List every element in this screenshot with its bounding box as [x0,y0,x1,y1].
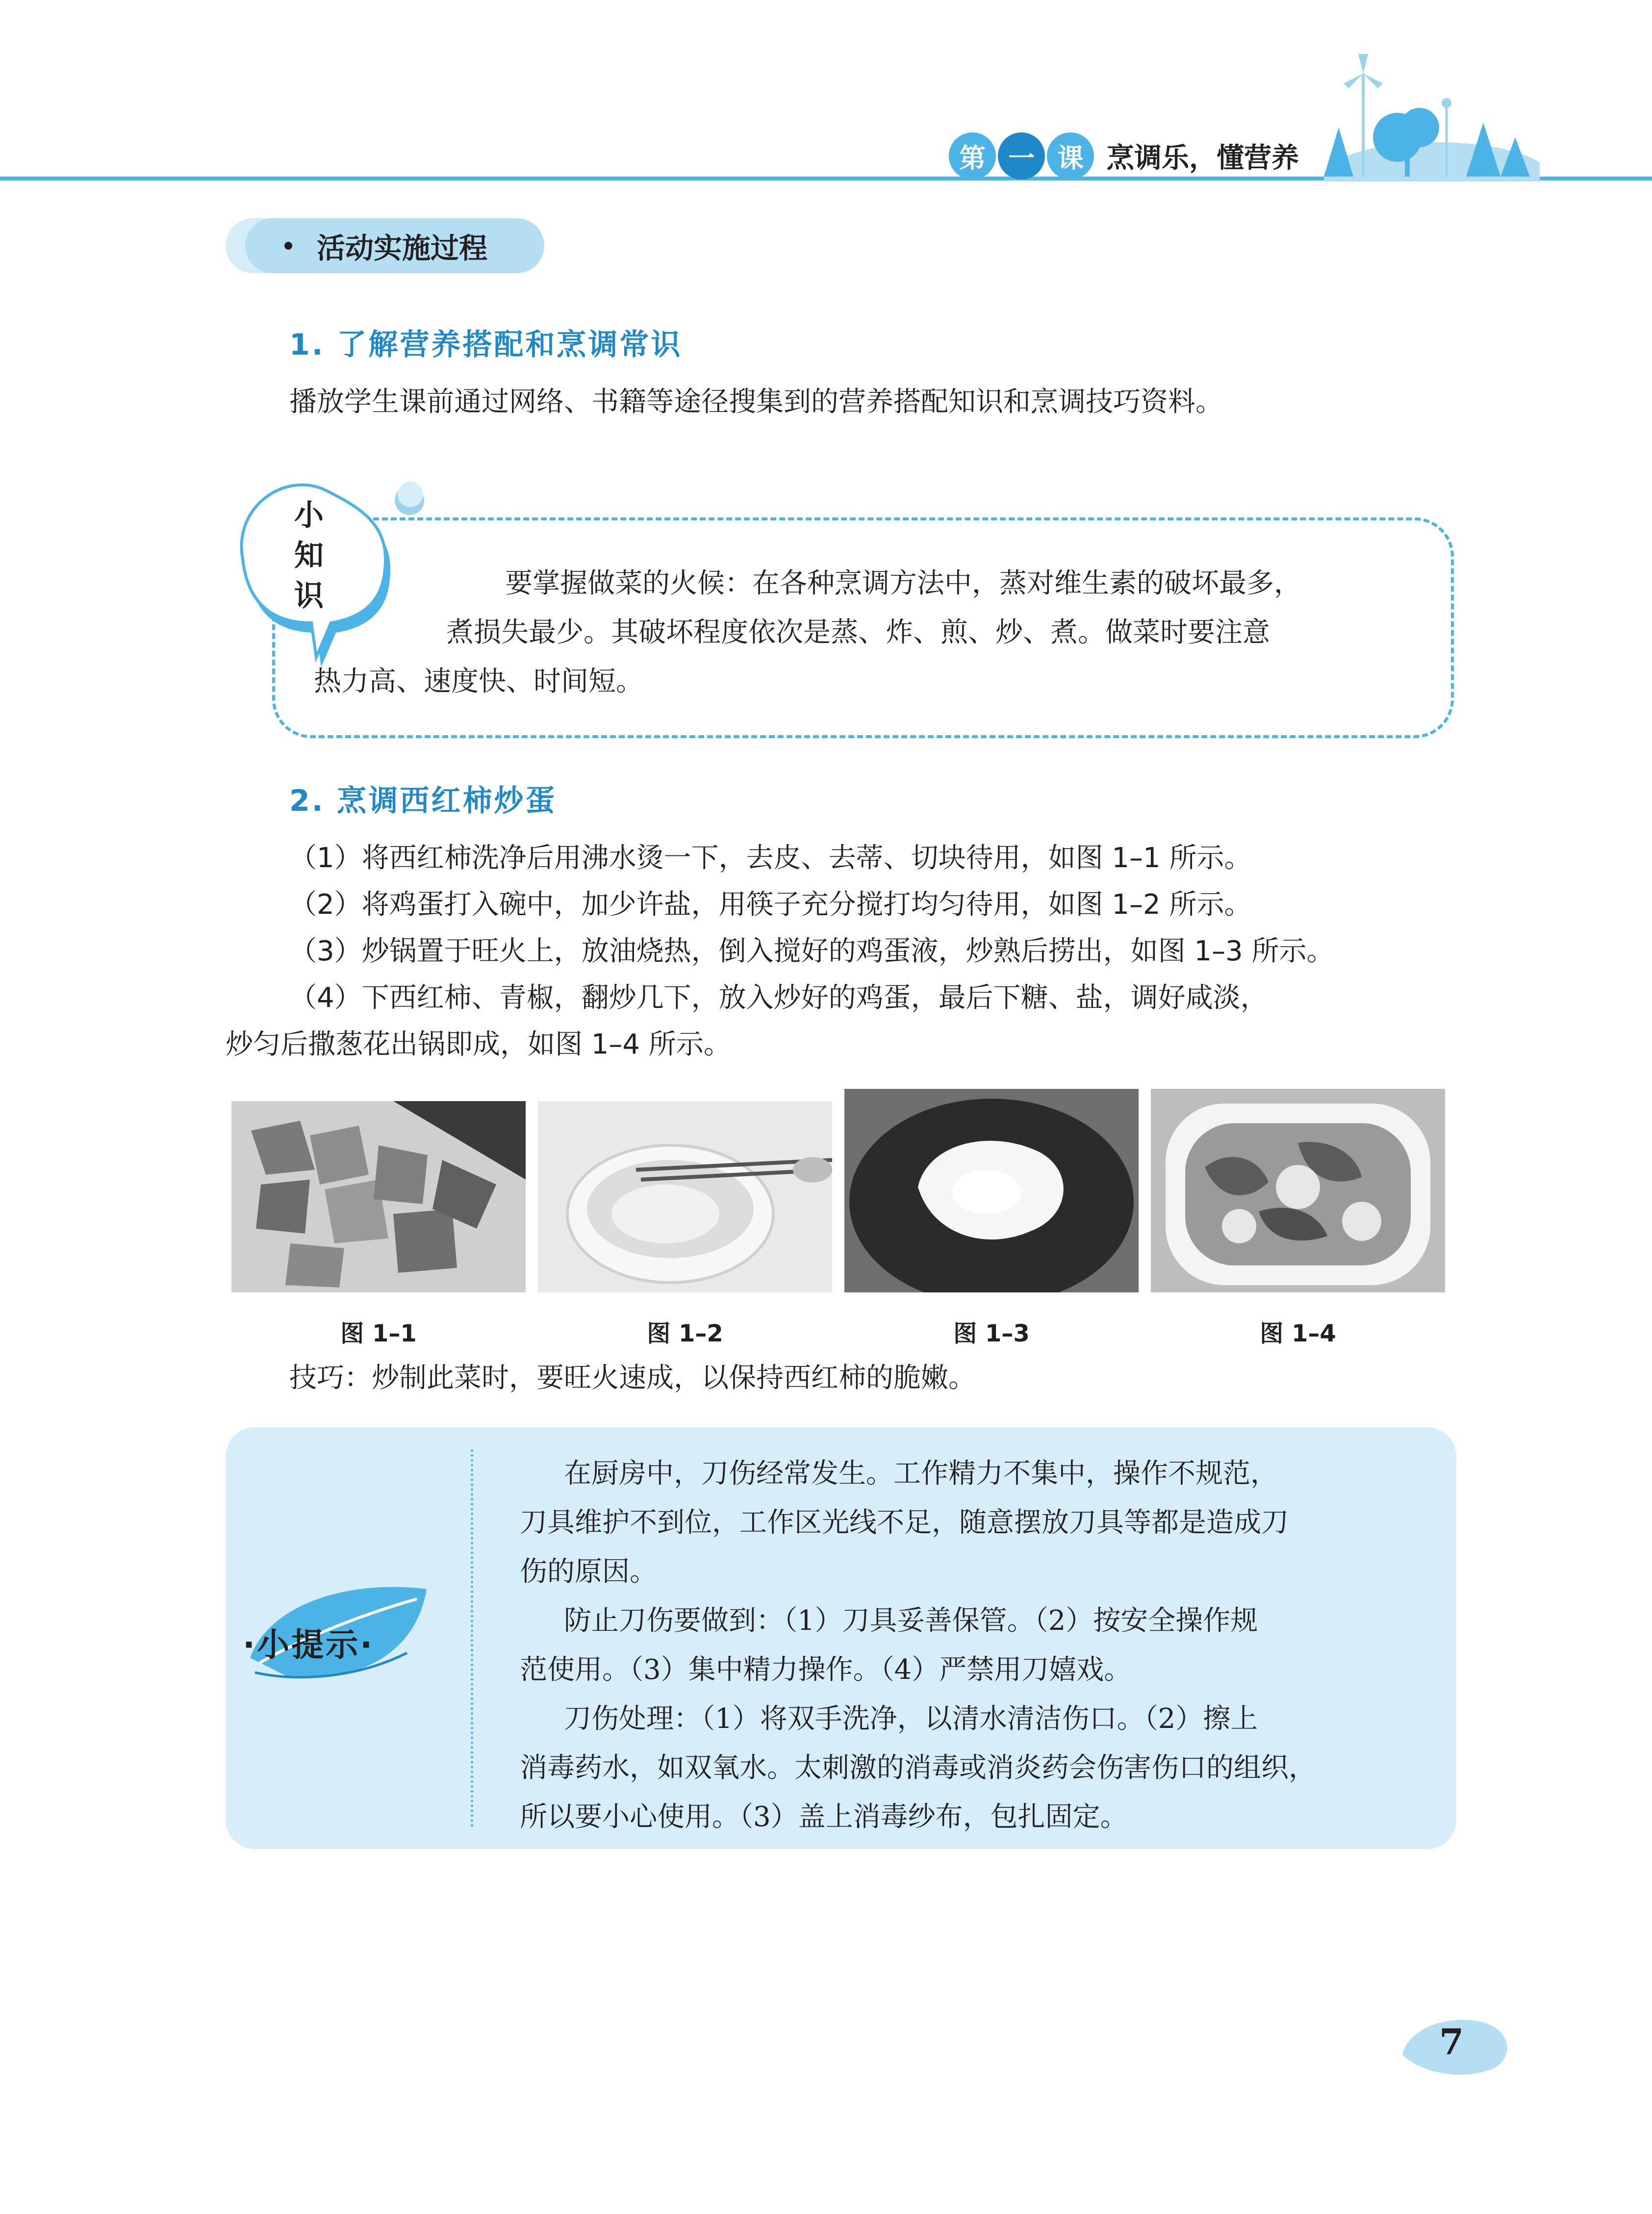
lesson-char-3: 课 [1047,132,1094,180]
step-3: （3）炒锅置于旺火上，放油烧热，倒入搅好的鸡蛋液，炒熟后捞出，如图 1–3 所示。 [289,935,1334,967]
step-4: （4）下西红柿、青椒，翻炒几下，放入炒好的鸡蛋，最后下糖、盐，调好咸淡， [289,982,1268,1014]
bullet-dot-icon [284,242,292,250]
figure-caption-4: 图 1–4 [1260,1320,1336,1347]
tip-line-8: 所以要小心使用。（3）盖上消毒纱布，包扎固定。 [520,1801,1128,1833]
step-2: （2）将鸡蛋打入碗中，加少许盐，用筷子充分搅打均匀待用，如图 1–2 所示。 [289,889,1252,921]
knowledge-badge-char: 识 [294,579,324,613]
tip-divider [471,1449,473,1827]
activity-tab-label: 活动实施过程 [317,232,488,265]
egg-in-wok-photo [844,1089,1139,1292]
beaten-egg-bowl-photo [538,1101,832,1292]
step-1: （1）将西红柿洗净后用沸水烫一下，去皮、去蒂、切块待用，如图 1–1 所示。 [289,842,1252,874]
knowledge-badge-label [289,495,329,616]
lesson-title: 烹调乐，懂营养 [1107,142,1299,174]
tip-line-2: 刀具维护不到位，工作区光线不足，随意摆放刀具等都是造成刀 [520,1507,1289,1539]
section1-body: 播放学生课前通过网络、书籍等途径搜集到的营养搭配知识和烹调技巧资料。 [289,386,1223,418]
tip-line-5: 范使用。（3）集中精力操作。（4）严禁用刀嬉戏。 [520,1654,1132,1686]
landscape-decoration-icon [1304,54,1540,181]
cooking-tip: 技巧：炒制此菜时，要旺火速成，以保持西红柿的脆嫩。 [289,1362,976,1394]
knowledge-line-2: 煮损失最少。其破坏程度依次是蒸、炸、煎、炒、煮。做菜时要注意 [446,617,1270,648]
tip-line-3: 伤的原因。 [520,1556,657,1588]
tip-line-6: 刀伤处理：（1）将双手洗净，以清水清洁伤口。（2）擦上 [564,1703,1258,1735]
knowledge-line-3: 热力高、速度快、时间短。 [314,666,643,697]
knowledge-badge-char: 知 [294,539,324,573]
figure-caption-1: 图 1–1 [340,1320,417,1347]
section1-heading: 1. 了解营养搭配和烹调常识 [289,328,683,362]
figure-caption-2: 图 1–2 [647,1320,723,1347]
tip-line-4: 防止刀伤要做到：（1）刀具妥善保管。（2）按安全操作规 [564,1605,1258,1637]
page-number: 7 [1439,2021,1464,2062]
step-4-continued: 炒匀后撒葱花出锅即成，如图 1–4 所示。 [226,1029,731,1060]
knowledge-badge-char: 小 [294,498,324,533]
tip-line-1: 在厨房中，刀伤经常发生。工作精力不集中，操作不规范， [564,1458,1278,1490]
knowledge-line-1: 要掌握做菜的火候：在各种烹调方法中，蒸对维生素的破坏最多， [505,567,1301,599]
lesson-header [949,136,1299,176]
lesson-char-1: 第 [949,132,996,180]
tip-badge-label: ·小提示· [243,1626,375,1664]
activity-tab [245,218,544,273]
figure-caption-3: 图 1–3 [953,1320,1030,1347]
section2-heading: 2. 烹调西红柿炒蛋 [289,784,557,818]
tip-line-7: 消毒药水，如双氧水。太刺激的消毒或消炎药会伤害伤口的组织， [520,1752,1316,1784]
lesson-char-2: 一 [998,132,1045,180]
tomato-egg-dish-photo [1151,1089,1445,1292]
cut-tomato-photo [231,1101,526,1292]
